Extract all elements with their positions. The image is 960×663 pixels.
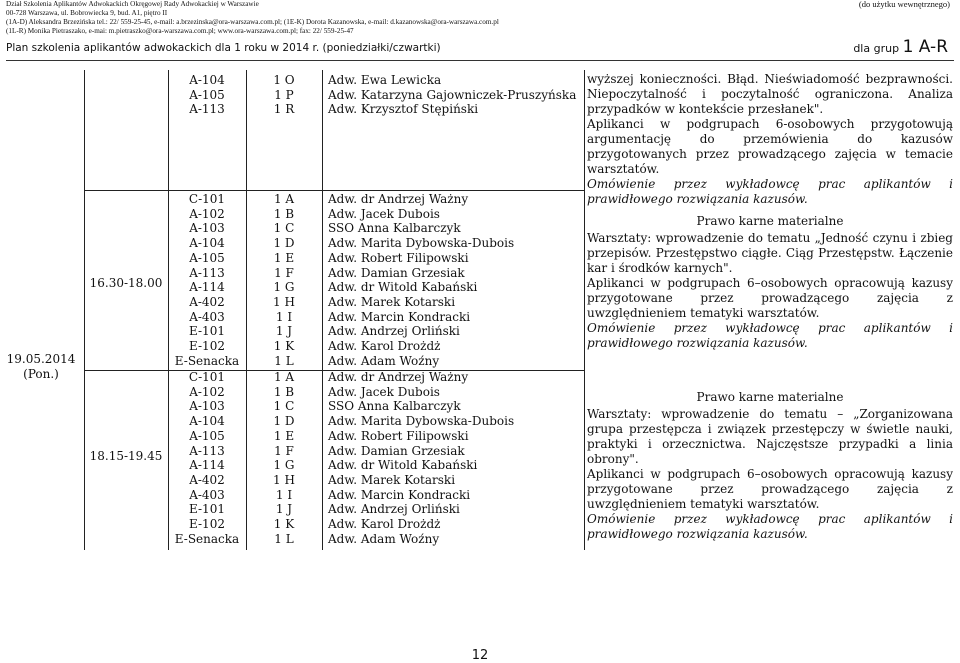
room: E-102 (189, 339, 225, 354)
header-line-1: Dział Szkolenia Aplikantów Adwokackich Okręgowej Rady Adwokackiej w Warszawie (6, 0, 259, 8)
session-date (0, 352, 82, 382)
lecturer: Adw. Ewa Lewicka (328, 73, 442, 87)
session-2-groups (246, 370, 322, 546)
room: A-103 (189, 399, 225, 414)
room: A-113 (189, 443, 225, 458)
header-line-4: (1L-R) Monika Pietraszako, e-mai: m.pietraszko@ora-warszawa.com.pl; www.ora-warszawa.com.pl; fax: 22/ 559-25-47 (6, 27, 354, 35)
group-code: 1 O (273, 73, 295, 87)
row-divider (84, 190, 584, 191)
header-line-2: 00-728 Warszawa, ul. Bobrowiecka 9, bud. A1, piętro II (6, 9, 168, 17)
lecturer: Adw. Katarzyna Gajowniczek-Pruszyńska (328, 87, 577, 102)
header-rule (6, 60, 954, 61)
room: A-104 (189, 73, 225, 87)
lecturer: Adw. dr Witold Kabański (328, 458, 478, 473)
room: A-113 (189, 265, 225, 280)
lecturer: Adw. Marcin Kondracki (328, 487, 471, 502)
column-divider (84, 70, 85, 550)
description-session-1 (587, 214, 953, 351)
lecturer: Adw. dr Witold Kabański (328, 280, 478, 295)
time-slot-2: 18.15-19.45 (89, 449, 163, 463)
lecturer: Adw. Robert Filipowski (328, 428, 469, 443)
room: E-101 (189, 502, 225, 517)
room: E-Senacka (174, 531, 240, 546)
room: C-101 (188, 192, 226, 206)
room: A-403 (189, 309, 225, 324)
description-text: Warsztaty: wprowadzenie do tematu – „Zorganizowana grupa przestępcza i związek przestępczy w świetle nauki, praktyki i orzecznictwa. Najczęstsze przypadki a linia obrony". (587, 407, 953, 466)
lecturer: SSO Anna Kalbarczyk (328, 399, 461, 414)
group-code: 1 F (274, 443, 294, 458)
group-code: 1 L (274, 531, 294, 546)
session-2-lecturers (328, 370, 582, 546)
room: E-101 (189, 324, 225, 339)
group-code: 1 H (273, 294, 295, 309)
lecturer: Adw. Adam Woźny (328, 531, 440, 546)
lecturer: Adw. Jacek Dubois (328, 206, 440, 221)
description-text: Aplikanci w podgrupach 6–osobowych opracowują kazusy przygotowane przez prowadzącego zajęcia z uwzględnieniem tematyki warsztatów. (587, 276, 953, 320)
session-1-lecturers (328, 192, 582, 368)
description-title: Prawo karne materialne (696, 390, 844, 404)
room: A-402 (189, 294, 225, 309)
group-label (853, 37, 948, 57)
group-code: 1 I (275, 309, 293, 324)
description-summary: Omówienie przez wykładowcę prac aplikantów i prawidłowego rozwiązania kazusów. (587, 321, 953, 350)
description-summary: Omówienie przez wykładowcę prac aplikantów i prawidłowego rozwiązania kazusów. (587, 512, 953, 541)
description-text: Warsztaty: wprowadzenie do tematu „Jedność czynu i zbieg przepisów. Przestępstwo ciągłe. Ciąg Przestępstw. Łączenie kar i środków karnych". (587, 231, 953, 275)
internal-use-note: (do użytku wewnętrznego) (858, 0, 950, 9)
lecturer: Adw. Andrzej Orliński (328, 324, 460, 339)
room: A-105 (189, 250, 225, 265)
description-text: Aplikanci w podgrupach 6–osobowych opracowują kazusy przygotowane przez prowadzącego zajęcia z uwzględnieniem tematyki warsztatów. (587, 467, 953, 511)
lecturer: Adw. Damian Grzesiak (328, 265, 465, 280)
date-value: 19.05.2014 (6, 352, 76, 366)
room: A-105 (189, 87, 225, 102)
weekday: (Pon.) (23, 367, 59, 381)
session-1-rooms (168, 192, 246, 368)
session-1-groups (246, 192, 322, 368)
lecturer: Adw. Marek Kotarski (328, 472, 456, 487)
group-prefix: dla grup (853, 42, 900, 55)
description-text: wyższej konieczności. Błąd. Nieświadomość bezprawności. Niepoczytalność i poczytalność ograniczona. Analiza przypadków w kontekście przesłanek". (587, 72, 953, 116)
lecturer: Adw. Robert Filipowski (328, 250, 469, 265)
top-groups (246, 73, 322, 117)
top-rooms (168, 73, 246, 117)
group-name: 1 A-R (902, 37, 948, 57)
group-code: 1 D (273, 414, 295, 429)
group-code: 1 G (273, 458, 295, 473)
lecturer: Adw. Damian Grzesiak (328, 443, 465, 458)
lecturer: Adw. Marek Kotarski (328, 294, 456, 309)
group-code: 1 R (273, 102, 295, 117)
description-title: Prawo karne materialne (696, 214, 844, 228)
lecturer: Adw. Krzysztof Stępiński (328, 102, 479, 117)
header-line-3: (1A-D) Aleksandra Brzezińska tel.: 22/ 559-25-45, e-mail: a.brzezinska@ora-warszawa.com.pl; (1E-K) Dorota Kazanowska, e-mail: d.kazanowska@ora-warszawa.com.pl (6, 18, 499, 26)
room: A-403 (189, 487, 225, 502)
group-code: 1 G (273, 280, 295, 295)
lecturer: Adw. dr Andrzej Ważny (328, 370, 469, 384)
group-code: 1 C (273, 399, 295, 414)
room: A-104 (189, 414, 225, 429)
group-code: 1 P (274, 87, 294, 102)
description-text: Aplikanci w podgrupach 6-osobowych przygotowują argumentację do przemówienia do kazusów przygotowanych przez prowadzącego zajęcia w temacie warsztatów. (587, 117, 953, 176)
group-code: 1 A (273, 192, 295, 206)
group-code: 1 I (275, 487, 293, 502)
group-code: 1 E (273, 428, 295, 443)
group-code: 1 B (273, 206, 295, 221)
lecturer: Adw. Adam Woźny (328, 353, 440, 368)
group-code: 1 L (274, 353, 294, 368)
lecturer: Adw. Karol Drożdż (328, 339, 441, 354)
group-code: 1 F (274, 265, 294, 280)
group-code: 1 B (273, 384, 295, 399)
top-lecturers (328, 73, 582, 117)
room: A-103 (189, 221, 225, 236)
description-session-2 (587, 390, 953, 542)
group-code: 1 J (275, 502, 293, 517)
room: A-113 (189, 102, 225, 117)
lecturer: Adw. Marita Dybowska-Dubois (328, 236, 515, 251)
lecturer: Adw. Marcin Kondracki (328, 309, 471, 324)
session-2-rooms (168, 370, 246, 546)
room: E-Senacka (174, 353, 240, 368)
column-divider (322, 70, 323, 550)
time-slot-1: 16.30-18.00 (89, 276, 163, 290)
lecturer: Adw. Marita Dybowska-Dubois (328, 414, 515, 429)
room: A-104 (189, 236, 225, 251)
group-code: 1 C (273, 221, 295, 236)
group-code: 1 D (273, 236, 295, 251)
lecturer: Adw. Andrzej Orliński (328, 502, 460, 517)
group-code: 1 K (273, 517, 295, 532)
group-code: 1 K (273, 339, 295, 354)
room: A-114 (189, 458, 225, 473)
lecturer: Adw. Jacek Dubois (328, 384, 440, 399)
column-divider (584, 70, 585, 550)
description-summary: Omówienie przez wykładowcę prac aplikantów i prawidłowego rozwiązania kazusów. (587, 177, 953, 206)
room: E-102 (189, 517, 225, 532)
description-top (587, 72, 953, 207)
room: A-105 (189, 428, 225, 443)
page-number: 12 (471, 648, 489, 663)
group-code: 1 J (275, 324, 293, 339)
room: A-114 (189, 280, 225, 295)
room: A-402 (189, 472, 225, 487)
group-code: 1 A (273, 370, 295, 384)
room: C-101 (188, 370, 226, 384)
plan-title: Plan szkolenia aplikantów adwokackich dla 1 roku w 2014 r. (poniedziałki/czwartki) (6, 42, 441, 54)
group-code: 1 E (273, 250, 295, 265)
lecturer: SSO Anna Kalbarczyk (328, 221, 461, 236)
room: A-102 (189, 206, 225, 221)
group-code: 1 H (273, 472, 295, 487)
room: A-102 (189, 384, 225, 399)
lecturer: Adw. Karol Drożdż (328, 517, 441, 532)
lecturer: Adw. dr Andrzej Ważny (328, 192, 469, 206)
